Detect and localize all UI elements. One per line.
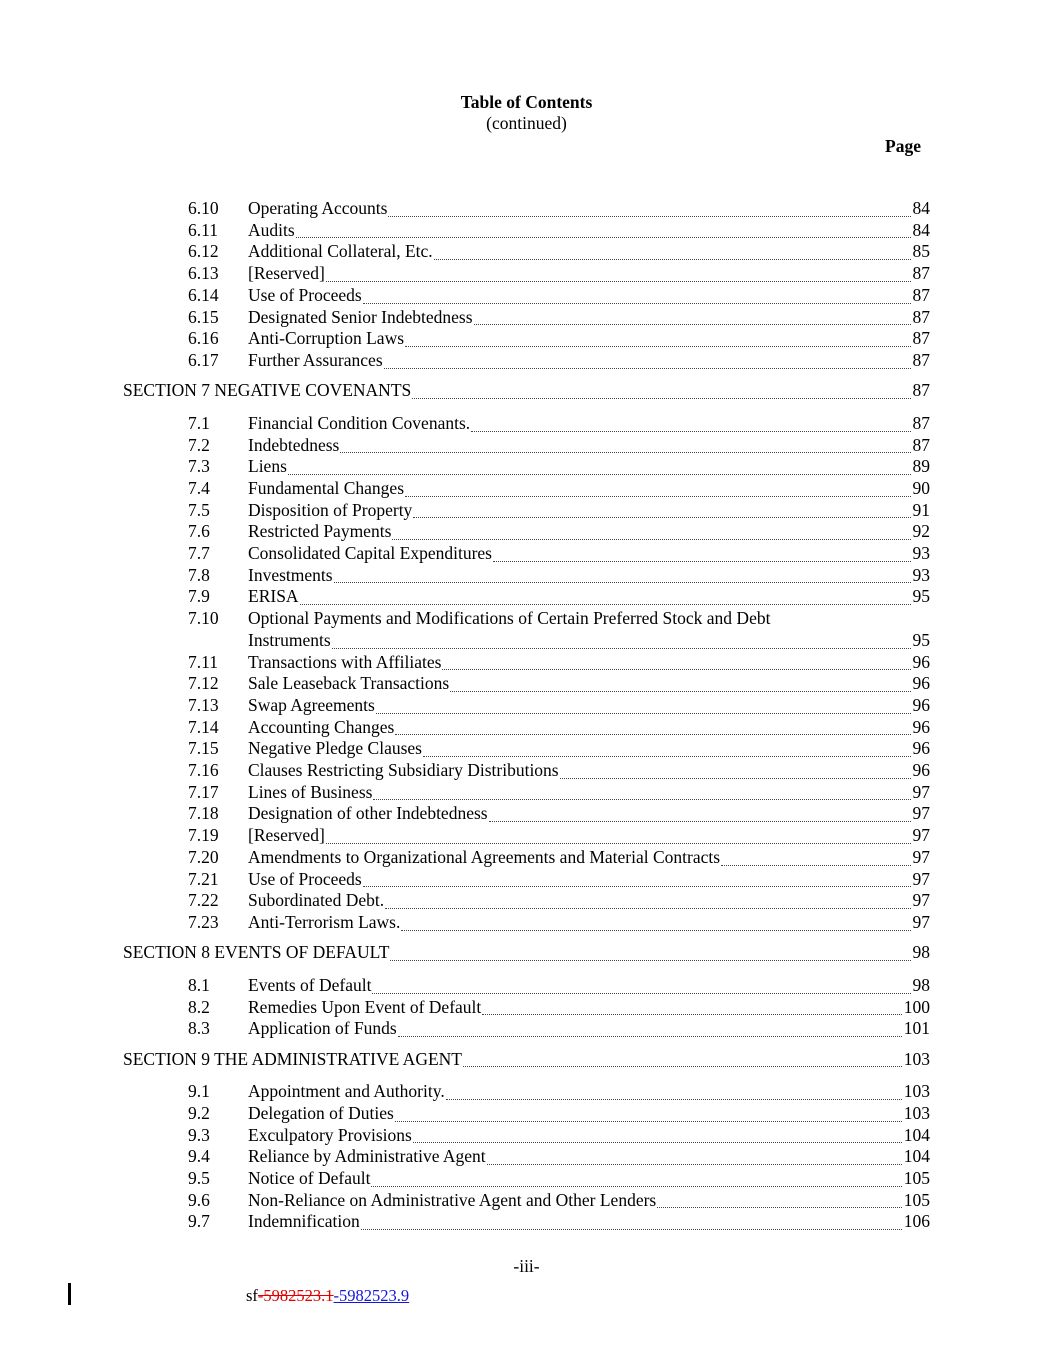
entry-page: 96 xyxy=(912,760,930,781)
entry-title: Operating Accounts xyxy=(248,198,388,218)
entry-title: [Reserved] xyxy=(248,825,325,846)
toc-row xyxy=(123,912,930,934)
toc-row xyxy=(123,825,930,847)
entry-page: 101 xyxy=(903,1018,930,1039)
entry-number: 7.1 xyxy=(188,412,210,433)
entry-number: 7.9 xyxy=(188,586,210,607)
dot-leader xyxy=(363,303,911,304)
entry-title: Financial Condition Covenants. xyxy=(248,412,471,433)
entry-number: 7.18 xyxy=(188,803,219,824)
entry-number: 9.6 xyxy=(188,1189,210,1210)
entry-page: 103 xyxy=(903,1102,930,1123)
dot-leader xyxy=(405,496,910,497)
dot-leader xyxy=(405,346,910,347)
toc-row xyxy=(123,1190,930,1212)
entry-page: 97 xyxy=(912,890,930,911)
entry-page: 84 xyxy=(912,219,930,240)
entry-title: Investments xyxy=(248,564,333,585)
entry-title: Accounting Changes xyxy=(248,716,395,737)
entry-title: Delegation of Duties xyxy=(248,1102,394,1123)
entry-title: Subordinated Debt. xyxy=(248,890,385,911)
entry-title: Non-Reliance on Administrative Agent and Other Lenders xyxy=(248,1189,657,1210)
entry-title: Additional Collateral, Etc. xyxy=(248,241,433,262)
toc-row xyxy=(123,803,930,825)
entry-number: 7.2 xyxy=(188,434,210,455)
toc-row xyxy=(123,586,930,608)
entry-title: Reliance by Administrative Agent xyxy=(248,1146,486,1167)
toc-row xyxy=(123,975,930,997)
toc-row xyxy=(123,543,930,565)
toc-row xyxy=(123,717,930,739)
dot-leader xyxy=(390,960,910,961)
footer-doc-id xyxy=(246,1286,930,1306)
toc-row xyxy=(123,307,930,329)
dot-leader xyxy=(392,539,910,540)
entry-title: Disposition of Property xyxy=(248,499,413,520)
toc-row xyxy=(123,565,930,587)
entry-title-continuation: Instruments xyxy=(248,629,331,650)
entry-number: 9.5 xyxy=(188,1168,210,1189)
dot-leader xyxy=(296,237,911,238)
dot-leader xyxy=(413,517,910,518)
entry-page: 97 xyxy=(912,825,930,846)
entry-title: Optional Payments and Modifications of Certain Preferred Stock and Debt xyxy=(248,608,771,629)
dot-leader xyxy=(721,865,910,866)
entry-page: 105 xyxy=(903,1189,930,1210)
entry-number: 7.14 xyxy=(188,716,219,737)
entry-page: 92 xyxy=(912,521,930,542)
entry-page: 93 xyxy=(912,543,930,564)
toc-section-row xyxy=(123,1049,930,1071)
dot-leader xyxy=(376,713,911,714)
entry-title: Events of Default xyxy=(248,974,372,995)
entry-page: 97 xyxy=(912,912,930,932)
entry-number: 7.13 xyxy=(188,694,219,715)
dot-leader xyxy=(442,669,910,670)
toc-entries xyxy=(123,198,930,1233)
entry-title: Remedies Upon Event of Default xyxy=(248,996,482,1017)
entry-page: 90 xyxy=(912,477,930,498)
toc-row xyxy=(123,435,930,457)
entry-title: Lines of Business xyxy=(248,781,373,802)
entry-page: 98 xyxy=(912,942,930,963)
entry-title: Use of Proceeds xyxy=(248,868,362,889)
dot-leader xyxy=(361,1229,902,1230)
dot-leader xyxy=(463,1066,902,1067)
entry-page: 93 xyxy=(912,564,930,585)
page-title: Table of Contents xyxy=(460,92,593,112)
dot-leader xyxy=(412,398,910,399)
entry-number: 8.1 xyxy=(188,974,210,995)
entry-page: 97 xyxy=(912,868,930,889)
toc-row xyxy=(123,1211,930,1233)
entry-number: 7.20 xyxy=(188,846,219,867)
toc-row xyxy=(123,1125,930,1147)
toc-row xyxy=(123,847,930,869)
entry-title: Anti-Terrorism Laws. xyxy=(248,912,401,932)
entry-number: 7.3 xyxy=(188,456,210,477)
entry-number: 6.16 xyxy=(188,328,219,349)
entry-title: Designated Senior Indebtedness xyxy=(248,306,473,327)
toc-row xyxy=(123,1018,930,1040)
entry-number: 7.11 xyxy=(188,651,218,672)
toc-row xyxy=(123,1146,930,1168)
margin-change-bar xyxy=(68,1283,71,1305)
entry-title: Notice of Default xyxy=(248,1168,371,1189)
doc-id-deleted: -5982523.1 xyxy=(257,1286,334,1306)
entry-page: 104 xyxy=(903,1124,930,1145)
entry-title: Indebtedness xyxy=(248,434,340,455)
toc-row xyxy=(123,608,930,630)
toc-row xyxy=(123,890,930,912)
dot-leader xyxy=(363,886,911,887)
toc-row xyxy=(123,1103,930,1125)
dot-leader xyxy=(471,431,910,432)
dot-leader xyxy=(332,648,911,649)
dot-leader xyxy=(384,368,911,369)
dot-leader xyxy=(326,843,911,844)
entry-number: 7.21 xyxy=(188,868,219,889)
entry-number: 6.14 xyxy=(188,284,219,305)
section-title: SECTION 8 EVENTS OF DEFAULT xyxy=(123,942,390,963)
entry-page: 104 xyxy=(903,1146,930,1167)
entry-number: 7.16 xyxy=(188,760,219,781)
toc-row xyxy=(123,738,930,760)
entry-page: 87 xyxy=(912,328,930,349)
dot-leader xyxy=(398,1036,902,1037)
toc-row xyxy=(123,413,930,435)
entry-page: 87 xyxy=(912,263,930,284)
toc-row xyxy=(123,198,930,220)
entry-number: 7.5 xyxy=(188,499,210,520)
toc-row xyxy=(123,695,930,717)
toc-row xyxy=(123,521,930,543)
entry-page: 84 xyxy=(912,198,930,218)
entry-number: 6.17 xyxy=(188,349,219,370)
entry-number: 9.3 xyxy=(188,1124,210,1145)
dot-leader xyxy=(385,908,910,909)
dot-leader xyxy=(487,1164,902,1165)
entry-title: [Reserved] xyxy=(248,263,325,284)
dot-leader xyxy=(450,691,910,692)
entry-number: 7.12 xyxy=(188,673,219,694)
toc-row xyxy=(123,869,930,891)
entry-page: 98 xyxy=(912,974,930,995)
entry-number: 9.4 xyxy=(188,1146,210,1167)
entry-page: 103 xyxy=(903,1048,930,1069)
entry-title: Transactions with Affiliates xyxy=(248,651,442,672)
toc-section-row xyxy=(123,380,930,402)
entry-number: 7.22 xyxy=(188,890,219,911)
entry-page: 91 xyxy=(912,499,930,520)
toc-row xyxy=(123,263,930,285)
dot-leader xyxy=(482,1014,901,1015)
toc-row-continuation xyxy=(123,630,930,652)
document-header xyxy=(123,92,930,134)
entry-title: Sale Leaseback Transactions xyxy=(248,673,450,694)
entry-page: 106 xyxy=(903,1211,930,1232)
entry-title: Designation of other Indebtedness xyxy=(248,803,488,824)
toc-row xyxy=(123,760,930,782)
toc-row xyxy=(123,456,930,478)
dot-leader xyxy=(493,561,911,562)
dot-leader xyxy=(373,799,910,800)
entry-page: 89 xyxy=(912,456,930,477)
entry-number: 6.13 xyxy=(188,263,219,284)
entry-page: 87 xyxy=(912,380,930,401)
footer-page-number: -iii- xyxy=(513,1256,540,1277)
entry-page: 105 xyxy=(903,1168,930,1189)
entry-title: Anti-Corruption Laws xyxy=(248,328,405,349)
entry-page: 96 xyxy=(912,716,930,737)
entry-page: 87 xyxy=(912,284,930,305)
dot-leader xyxy=(401,930,910,931)
entry-page: 95 xyxy=(912,629,930,650)
entry-number: 8.3 xyxy=(188,1018,210,1039)
dot-leader xyxy=(395,734,910,735)
entry-title: Appointment and Authority. xyxy=(248,1081,445,1102)
doc-id-inserted: -5982523.9 xyxy=(333,1286,410,1306)
entry-page: 87 xyxy=(912,412,930,433)
entry-number: 6.12 xyxy=(188,241,219,262)
toc-row xyxy=(123,350,930,372)
dot-leader xyxy=(326,281,911,282)
toc-row xyxy=(123,673,930,695)
dot-leader xyxy=(446,1099,902,1100)
dot-leader xyxy=(395,1121,902,1122)
entry-number: 6.11 xyxy=(188,219,218,240)
dot-leader xyxy=(413,1142,902,1143)
entry-page: 97 xyxy=(912,803,930,824)
toc-row xyxy=(123,285,930,307)
entry-number: 7.10 xyxy=(188,608,219,629)
entry-title: Exculpatory Provisions xyxy=(248,1124,412,1145)
entry-page: 97 xyxy=(912,846,930,867)
entry-title: Restricted Payments xyxy=(248,521,392,542)
entry-title: Swap Agreements xyxy=(248,694,375,715)
page-subtitle: (continued) xyxy=(486,113,567,133)
entry-page: 96 xyxy=(912,651,930,672)
entry-number: 6.15 xyxy=(188,306,219,327)
entry-title: Use of Proceeds xyxy=(248,284,362,305)
entry-number: 7.8 xyxy=(188,564,210,585)
entry-number: 7.23 xyxy=(188,912,219,932)
entry-number: 7.19 xyxy=(188,825,219,846)
doc-id-prefix: sf xyxy=(246,1286,258,1306)
dot-leader xyxy=(423,756,911,757)
entry-title: Consolidated Capital Expenditures xyxy=(248,543,492,564)
toc-row xyxy=(123,997,930,1019)
dot-leader xyxy=(372,993,910,994)
entry-title: Negative Pledge Clauses xyxy=(248,738,422,759)
dot-leader xyxy=(489,821,911,822)
entry-title: Further Assurances xyxy=(248,349,383,370)
entry-page: 87 xyxy=(912,349,930,370)
entry-page: 100 xyxy=(903,996,930,1017)
section-title: SECTION 9 THE ADMINISTRATIVE AGENT xyxy=(123,1048,462,1069)
entry-number: 7.6 xyxy=(188,521,210,542)
entry-number: 7.4 xyxy=(188,477,210,498)
entry-page: 87 xyxy=(912,434,930,455)
dot-leader xyxy=(434,259,911,260)
dot-leader xyxy=(474,324,911,325)
entry-number: 9.7 xyxy=(188,1211,210,1232)
entry-number: 9.1 xyxy=(188,1081,210,1102)
entry-title: Fundamental Changes xyxy=(248,477,405,498)
entry-page: 87 xyxy=(912,306,930,327)
dot-leader xyxy=(560,778,911,779)
entry-title: Clauses Restricting Subsidiary Distributions xyxy=(248,760,559,781)
dot-leader xyxy=(334,582,911,583)
entry-page: 96 xyxy=(912,738,930,759)
entry-number: 9.2 xyxy=(188,1102,210,1123)
entry-title: Amendments to Organizational Agreements and Material Contracts xyxy=(248,846,721,867)
entry-number: 6.10 xyxy=(188,198,219,218)
dot-leader xyxy=(288,474,911,475)
dot-leader xyxy=(371,1186,901,1187)
entry-title: Application of Funds xyxy=(248,1018,397,1039)
entry-title: Audits xyxy=(248,219,295,240)
entry-number: 7.17 xyxy=(188,781,219,802)
entry-title: Indemnification xyxy=(248,1211,360,1232)
dot-leader xyxy=(388,216,910,217)
entry-page: 97 xyxy=(912,781,930,802)
entry-page: 96 xyxy=(912,694,930,715)
entry-number: 8.2 xyxy=(188,996,210,1017)
entry-title: Liens xyxy=(248,456,287,477)
toc-row xyxy=(123,782,930,804)
toc-row xyxy=(123,220,930,242)
toc-row xyxy=(123,652,930,674)
toc-row xyxy=(123,1081,930,1103)
dot-leader xyxy=(657,1207,902,1208)
dot-leader xyxy=(300,604,911,605)
entry-number: 7.7 xyxy=(188,543,210,564)
entry-page: 95 xyxy=(912,586,930,607)
toc-row xyxy=(123,500,930,522)
toc-section-row xyxy=(123,942,930,964)
entry-page: 96 xyxy=(912,673,930,694)
toc-row xyxy=(123,1168,930,1190)
entry-page: 103 xyxy=(903,1081,930,1102)
toc-row xyxy=(123,328,930,350)
dot-leader xyxy=(340,452,910,453)
entry-number: 7.15 xyxy=(188,738,219,759)
entry-page: 85 xyxy=(912,241,930,262)
section-title: SECTION 7 NEGATIVE COVENANTS xyxy=(123,380,412,401)
toc-row xyxy=(123,478,930,500)
toc-row xyxy=(123,241,930,263)
entry-title: ERISA xyxy=(248,586,299,607)
page-column-label: Page xyxy=(885,136,921,156)
